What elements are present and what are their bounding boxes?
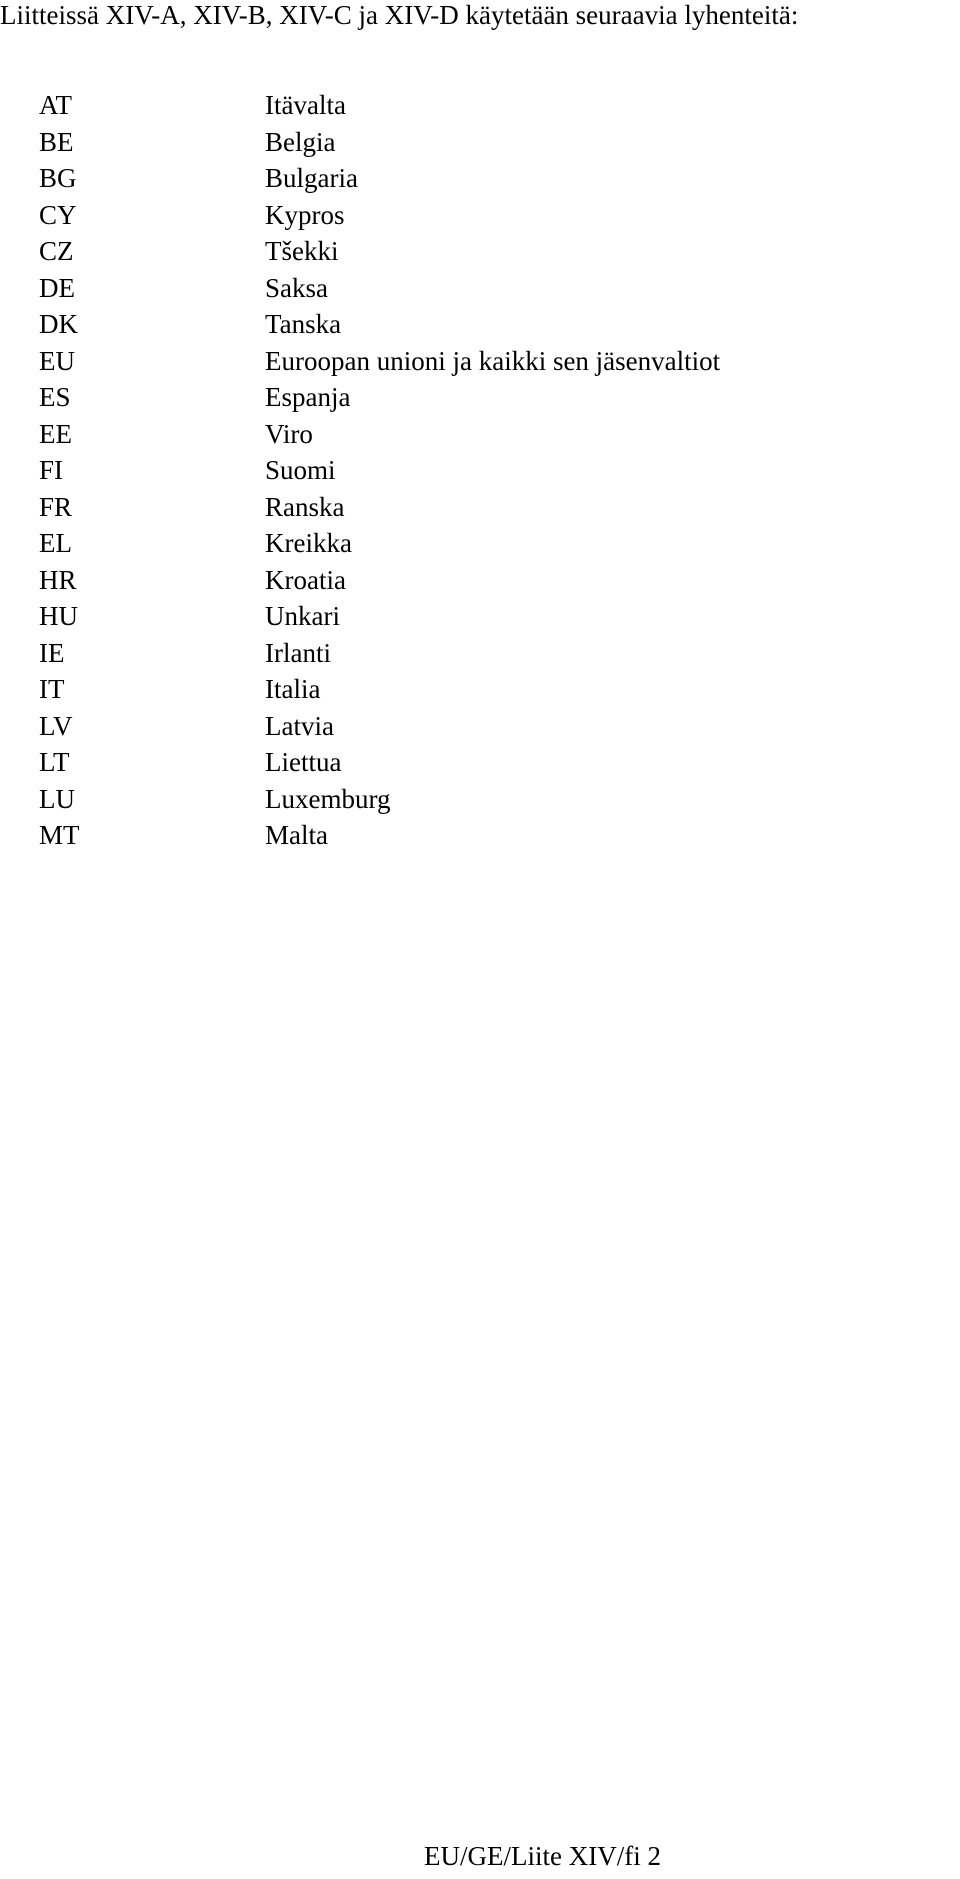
abbreviation-code: DK	[39, 309, 78, 339]
abbreviation-name: Tšekki	[265, 236, 339, 266]
abbreviation-list	[0, 87, 960, 854]
abbreviation-code: HU	[39, 601, 78, 631]
abbreviation-name: Irlanti	[265, 637, 331, 668]
abbreviation-row	[0, 270, 960, 307]
abbreviation-row	[0, 379, 960, 416]
abbreviation-name: Unkari	[265, 601, 340, 631]
abbreviation-code: FI	[39, 455, 64, 485]
abbreviation-name: Italia	[265, 674, 321, 704]
abbreviation-row	[0, 343, 960, 380]
abbreviation-row	[0, 598, 960, 635]
abbreviation-name: Luxemburg	[265, 783, 391, 814]
abbreviation-code: CY	[39, 199, 77, 230]
abbreviation-name: Suomi	[265, 455, 336, 485]
abbreviation-code: ES	[39, 382, 71, 412]
abbreviation-code: AT	[39, 90, 72, 120]
abbreviation-row	[0, 452, 960, 489]
abbreviation-name: Liettua	[265, 747, 342, 777]
abbreviation-code: EL	[39, 528, 72, 558]
abbreviation-name: Belgia	[265, 126, 336, 157]
abbreviation-name: Kypros	[265, 199, 345, 230]
abbreviation-name: Bulgaria	[265, 163, 358, 193]
abbreviation-code: LU	[39, 783, 75, 814]
abbreviation-row	[0, 525, 960, 562]
abbreviation-name: Ranska	[265, 491, 345, 522]
abbreviation-name: Espanja	[265, 382, 351, 412]
abbreviation-row	[0, 87, 960, 124]
abbreviation-name: Euroopan unioni ja kaikki sen jäsenvaltiot	[265, 345, 721, 376]
abbreviation-row	[0, 671, 960, 708]
abbreviation-row	[0, 781, 960, 818]
intro-text: Liitteissä XIV-A, XIV-B, XIV-C ja XIV-D käytetään seuraavia lyhenteitä:	[0, 0, 799, 30]
abbreviation-code: DE	[39, 272, 75, 303]
abbreviation-row	[0, 306, 960, 343]
abbreviation-code: EE	[39, 418, 72, 449]
abbreviation-code: FR	[39, 491, 73, 522]
abbreviation-row	[0, 160, 960, 197]
abbreviation-row	[0, 124, 960, 161]
abbreviation-row	[0, 489, 960, 526]
abbreviation-row	[0, 817, 960, 854]
abbreviation-row	[0, 233, 960, 270]
abbreviation-code: MT	[39, 820, 80, 850]
abbreviation-code: BE	[39, 126, 74, 157]
abbreviation-row	[0, 197, 960, 234]
abbreviation-code: CZ	[39, 236, 74, 266]
abbreviation-code: IE	[39, 637, 65, 668]
abbreviation-code: LT	[39, 747, 70, 777]
abbreviation-row	[0, 416, 960, 453]
abbreviation-row	[0, 562, 960, 599]
abbreviation-code: BG	[39, 163, 77, 193]
abbreviation-row	[0, 744, 960, 781]
abbreviation-name: Saksa	[265, 272, 328, 303]
abbreviation-code: EU	[39, 345, 75, 376]
abbreviation-row	[0, 635, 960, 672]
abbreviation-code: LV	[39, 710, 73, 741]
page-footer-reference: EU/GE/Liite XIV/fi 2	[424, 1841, 661, 1871]
abbreviation-code: IT	[39, 674, 65, 704]
abbreviation-name: Latvia	[265, 710, 334, 741]
abbreviation-name: Tanska	[265, 309, 342, 339]
abbreviation-name: Malta	[265, 820, 328, 850]
abbreviation-name: Viro	[265, 418, 313, 449]
abbreviation-code: HR	[39, 564, 77, 595]
abbreviation-name: Kroatia	[265, 564, 346, 595]
abbreviation-name: Kreikka	[265, 528, 352, 558]
abbreviation-name: Itävalta	[265, 90, 346, 120]
abbreviation-row	[0, 708, 960, 745]
